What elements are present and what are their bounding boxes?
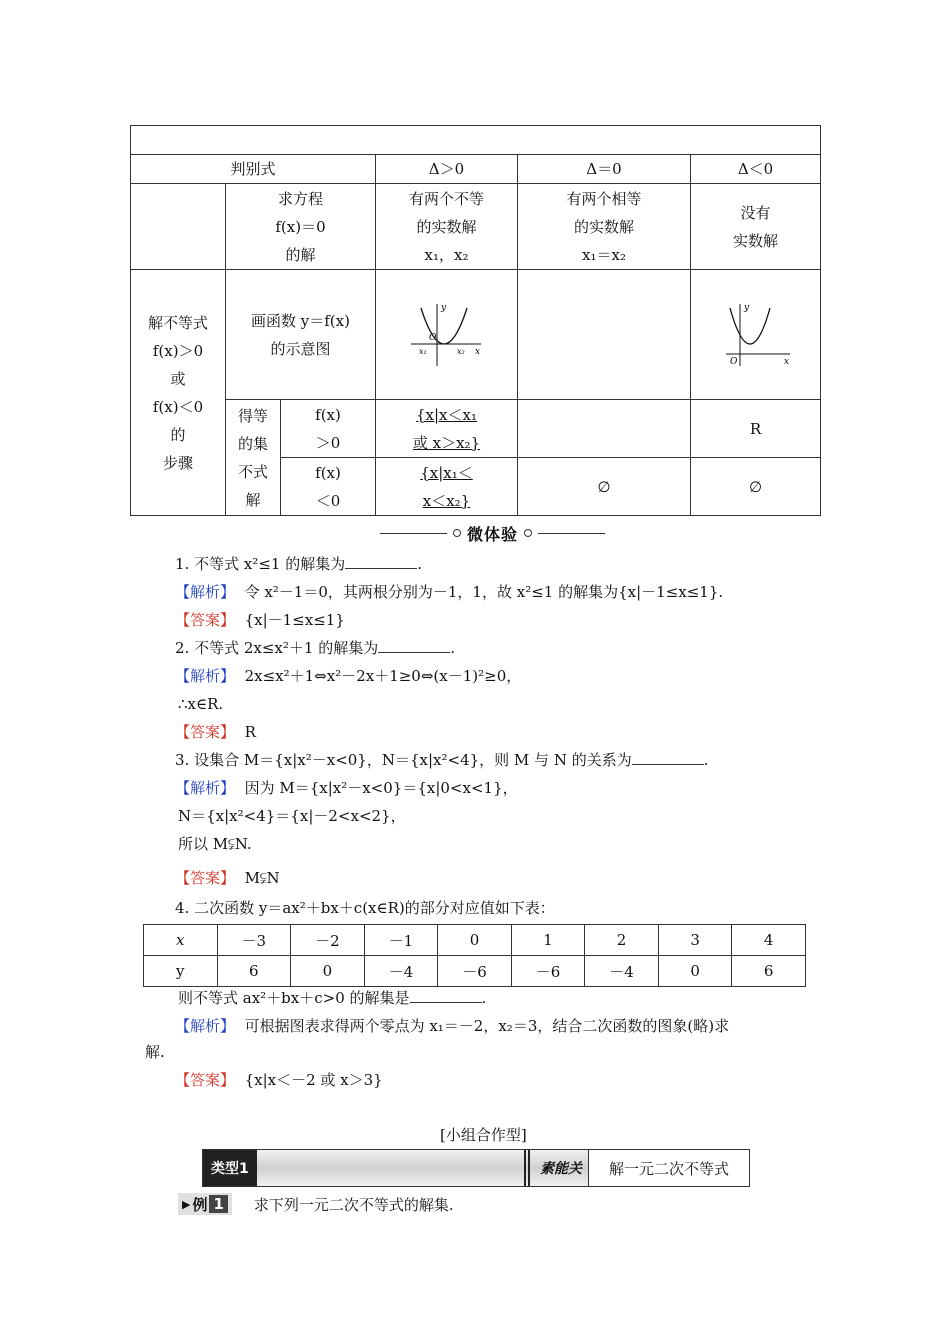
q4-question-2: 则不等式 ax²＋bx＋c>0 的解集是 . <box>178 989 487 1007</box>
steps-label: 解不等式 f(x)＞0 或 f(x)＜0 的 步骤 <box>131 270 226 516</box>
x-value: －1 <box>364 925 438 956</box>
type-badge: 类型1 <box>203 1150 257 1186</box>
equation-positive: 有两个不等 的实数解 x₁，x₂ <box>376 184 518 270</box>
example-text: 求下列一元二次不等式的解集. <box>253 1195 454 1214</box>
divider <box>538 533 605 534</box>
y-header: y <box>144 956 218 987</box>
q4-answer: 【答案】 {x|x＜－2 或 x＞3} <box>175 1071 383 1089</box>
section-heading <box>380 520 605 546</box>
graph-positive <box>376 270 518 400</box>
type-sub-label: 素能关 <box>540 1161 582 1177</box>
svg-text:x₁: x₁ <box>418 346 427 356</box>
equation-zero: 有两个相等 的实数解 x₁＝x₂ <box>518 184 691 270</box>
q3-analysis-3: 所以 M⫋N. <box>178 835 252 853</box>
value-row-y <box>144 956 806 987</box>
solution-lt-positive: {x|x₁＜ x＜x₂} <box>376 458 518 516</box>
svg-text:O: O <box>428 332 436 343</box>
q2-analysis: 【解析】 2x≤x²＋1⇔x²－2x＋1≥0⇔(x－1)²≥0， <box>175 667 522 685</box>
svg-text:x: x <box>474 346 480 357</box>
header-discriminant: 判别式 <box>131 155 376 184</box>
graph-zero <box>518 270 691 400</box>
solution-gt-positive: {x|x＜x₁ 或 x＞x₂} <box>376 400 518 458</box>
q3-analysis-2: N＝{x|x²<4}＝{x|－2<x<2}， <box>178 807 406 825</box>
circle-ornament-icon <box>453 529 461 537</box>
graph-row <box>131 270 821 400</box>
y-value: －4 <box>364 956 438 987</box>
svg-text:x₂: x₂ <box>456 346 465 356</box>
q1-analysis: 【解析】 令 x²－1＝0，其两根分别为－1，1，故 x²≤1 的解集为{x|－1≤x≤1}. <box>175 583 724 601</box>
y-value: 0 <box>291 956 365 987</box>
q1-question: 1. 不等式 x²≤1 的解集为 . <box>175 555 422 573</box>
x-value: 2 <box>585 925 659 956</box>
equation-negative: 没有 实数解 <box>691 184 821 270</box>
solution-lt-negative: ∅ <box>691 458 821 516</box>
q4-question: 4. 二次函数 y＝ax²＋bx＋c(x∈R)的部分对应值如下表： <box>175 899 555 917</box>
solution-gt-negative: R <box>691 400 821 458</box>
type-bar <box>202 1149 750 1187</box>
x-value: 3 <box>658 925 732 956</box>
graph-negative <box>691 270 821 400</box>
group-subtitle: [小组合作型] <box>440 1126 527 1144</box>
svg-text:y: y <box>743 302 749 313</box>
y-value: 0 <box>658 956 732 987</box>
parabola-no-roots-graph <box>716 300 796 370</box>
solution-label: 得等 的集 不式 解 <box>226 400 281 516</box>
y-value: 6 <box>217 956 291 987</box>
svg-text:y: y <box>440 302 446 313</box>
parabola-two-roots-graph <box>407 300 487 370</box>
table-title-row <box>131 126 821 155</box>
type-bar-fill <box>257 1150 588 1186</box>
x-value: －2 <box>291 925 365 956</box>
value-row-x <box>144 925 806 956</box>
graph-label: 画函数 y＝f(x) 的示意图 <box>226 270 376 400</box>
condition-lt: f(x) ＜0 <box>281 458 376 516</box>
condition-gt: f(x) ＞0 <box>281 400 376 458</box>
equation-row <box>131 184 821 270</box>
q2-question: 2. 不等式 2x≤x²＋1 的解集为 . <box>175 639 455 657</box>
header-row <box>131 155 821 184</box>
type-name: 解一元二次不等式 <box>588 1150 749 1186</box>
q3-question: 3. 设集合 M＝{x|x²－x<0}，N＝{x|x²<4}，则 M 与 N 的关系为 . <box>175 751 709 769</box>
example-badge: ▶ 例 1 <box>178 1193 232 1215</box>
header-negative: Δ＜0 <box>691 155 821 184</box>
double-bar-icon <box>524 1150 530 1186</box>
header-zero: Δ＝0 <box>518 155 691 184</box>
example-line <box>178 1193 454 1215</box>
x-value: －3 <box>217 925 291 956</box>
x-value: 1 <box>511 925 585 956</box>
q3-analysis: 【解析】 因为 M＝{x|x²－x<0}＝{x|0<x<1}， <box>175 779 518 797</box>
solution-gt-row <box>131 400 821 458</box>
q1-answer: 【答案】 {x|－1≤x≤1} <box>175 611 345 629</box>
q4-analysis: 【解析】 可根据图表求得两个零点为 x₁＝－2，x₂＝3，结合二次函数的图象(略)求 <box>175 1017 730 1035</box>
y-value: －4 <box>585 956 659 987</box>
header-positive: Δ＞0 <box>376 155 518 184</box>
x-header: x <box>144 925 218 956</box>
discriminant-table <box>130 125 821 516</box>
play-triangle-icon: ▶ <box>182 1197 191 1211</box>
q2-answer: 【答案】 R <box>175 723 256 741</box>
svg-text:x: x <box>783 356 789 367</box>
q2-analysis-2: ∴x∈R. <box>178 695 224 713</box>
y-value: －6 <box>438 956 512 987</box>
solution-gt-zero <box>518 400 691 458</box>
q3-answer: 【答案】 M⫋N <box>175 869 280 887</box>
x-value: 4 <box>732 925 806 956</box>
value-table <box>143 924 806 987</box>
circle-ornament-icon <box>524 529 532 537</box>
divider <box>380 533 447 534</box>
equation-label: 求方程 f(x)＝0 的解 <box>226 184 376 270</box>
solution-lt-zero: ∅ <box>518 458 691 516</box>
svg-text:O: O <box>729 356 737 367</box>
y-value: －6 <box>511 956 585 987</box>
x-value: 0 <box>438 925 512 956</box>
y-value: 6 <box>732 956 806 987</box>
q4-analysis-cont: 解. <box>145 1043 165 1061</box>
section-title: 微体验 <box>467 524 519 544</box>
